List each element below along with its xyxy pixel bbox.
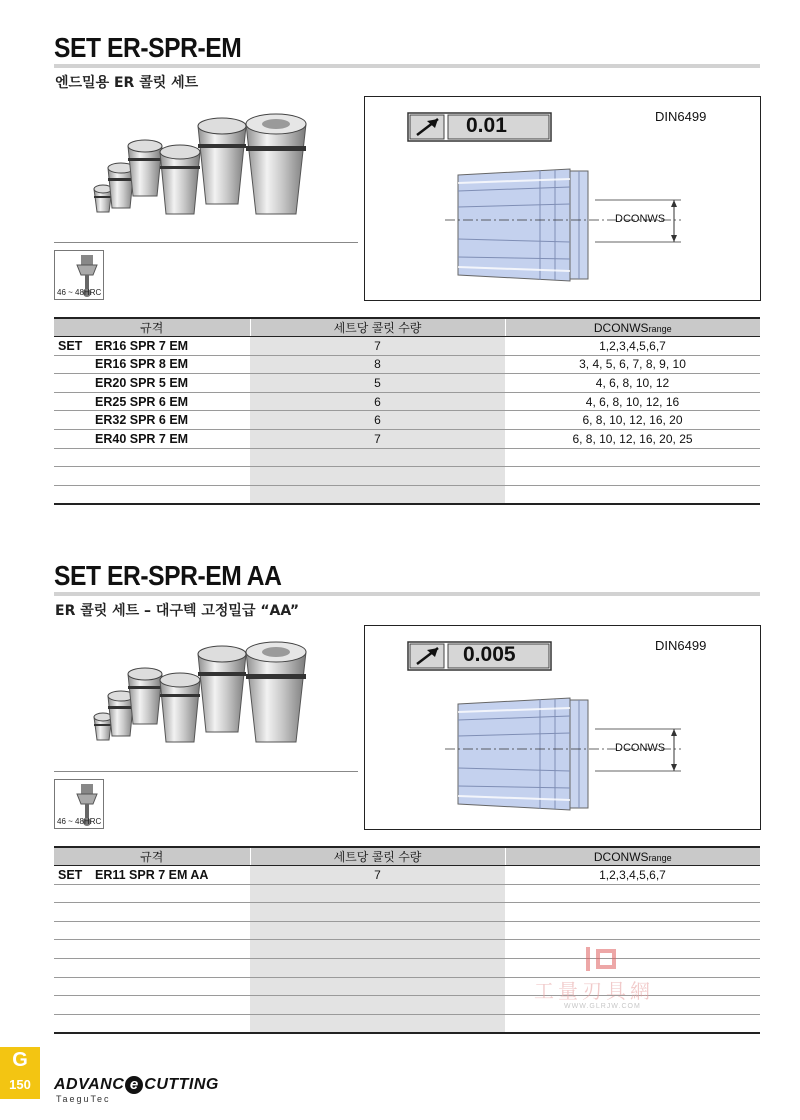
chapter-tab: [0, 1047, 40, 1099]
table-row: SET ER16 SPR 7 EM 7 1,2,3,4,5,6,7: [54, 337, 760, 356]
header-spec: 규격: [54, 318, 250, 337]
collet-l: [160, 145, 200, 214]
collet-xs: [94, 185, 112, 212]
collet-xl: [198, 118, 246, 204]
table-row-empty: [54, 467, 760, 486]
table-row: ER16 SPR 8 EM 8 3, 4, 5, 6, 7, 8, 9, 10: [54, 355, 760, 374]
section2-title-rule: [54, 592, 760, 596]
collet-set-image-aa: [86, 640, 336, 750]
section1-title-rule: [54, 64, 760, 68]
logo-e-icon: e: [125, 1076, 143, 1094]
collet-xxl: [246, 114, 306, 214]
collet-m: [128, 140, 162, 196]
watermark-logo-icon: [582, 945, 622, 975]
section1-image-divider: [54, 242, 358, 243]
table-row-empty: [54, 448, 760, 467]
section2-technical-drawing: [364, 625, 761, 830]
section2-hrc-label: 46 ~ 48HRC: [57, 817, 102, 826]
table-row: ER25 SPR 6 EM 6 4, 6, 8, 10, 12, 16: [54, 392, 760, 411]
section1-hrc-label: 46 ~ 48HRC: [57, 288, 102, 297]
section2-standard-label: DIN6499: [655, 638, 707, 653]
brand-logo: ADVANC e CUTTING: [54, 1076, 219, 1093]
section1-technical-drawing: [364, 96, 761, 301]
watermark-url: WWW.GLRJW.COM: [564, 1003, 641, 1010]
section2-title: SET ER-SPR-EM AA: [54, 560, 282, 591]
chapter-letter: G: [12, 1049, 28, 1071]
collet-set-image: [86, 112, 336, 222]
table-row-empty: [54, 921, 760, 940]
table-row-empty: [54, 485, 760, 504]
section1-dconws-label: DCONWS: [615, 213, 666, 225]
header-qty: 세트당 콜릿 수량: [250, 318, 505, 337]
header-dconws: DCONWSrange: [505, 847, 760, 866]
table-row-empty: [54, 884, 760, 903]
section1-hardness-icon: [54, 250, 104, 300]
section1-subtitle: 엔드밀용 ER 콜릿 세트: [55, 75, 199, 91]
table-row: ER40 SPR 7 EM 7 6, 8, 10, 12, 16, 20, 25: [54, 429, 760, 448]
watermark: [520, 945, 680, 1015]
section1-standard-label: DIN6499: [655, 109, 707, 124]
section1-spec-table: [54, 317, 760, 505]
section2-hardness-icon: [54, 779, 104, 829]
header-qty: 세트당 콜릿 수량: [250, 847, 505, 866]
watermark-text: 工量刃具網: [534, 979, 654, 1003]
table-row: ER32 SPR 6 EM 6 6, 8, 10, 12, 16, 20: [54, 411, 760, 430]
table-row: SET ER11 SPR 7 EM AA 7 1,2,3,4,5,6,7: [54, 866, 760, 885]
section2-subtitle: ER 콜릿 세트 – 대구텍 고정밀급 “AA”: [55, 603, 300, 619]
page-number: 150: [9, 1077, 31, 1092]
table-row: ER20 SPR 5 EM 5 4, 6, 8, 10, 12: [54, 374, 760, 393]
table-row-empty: [54, 903, 760, 922]
section1-title: SET ER-SPR-EM: [54, 32, 242, 63]
section2-dconws-label: DCONWS: [615, 742, 666, 754]
section2-image-divider: [54, 771, 358, 772]
header-spec: 규격: [54, 847, 250, 866]
table-row-empty: [54, 1014, 760, 1033]
header-dconws: DCONWSrange: [505, 318, 760, 337]
section1-runout-value: 0.01: [466, 114, 507, 137]
brand-sub: TaeguTec: [56, 1094, 111, 1104]
section2-runout-value: 0.005: [463, 643, 516, 666]
